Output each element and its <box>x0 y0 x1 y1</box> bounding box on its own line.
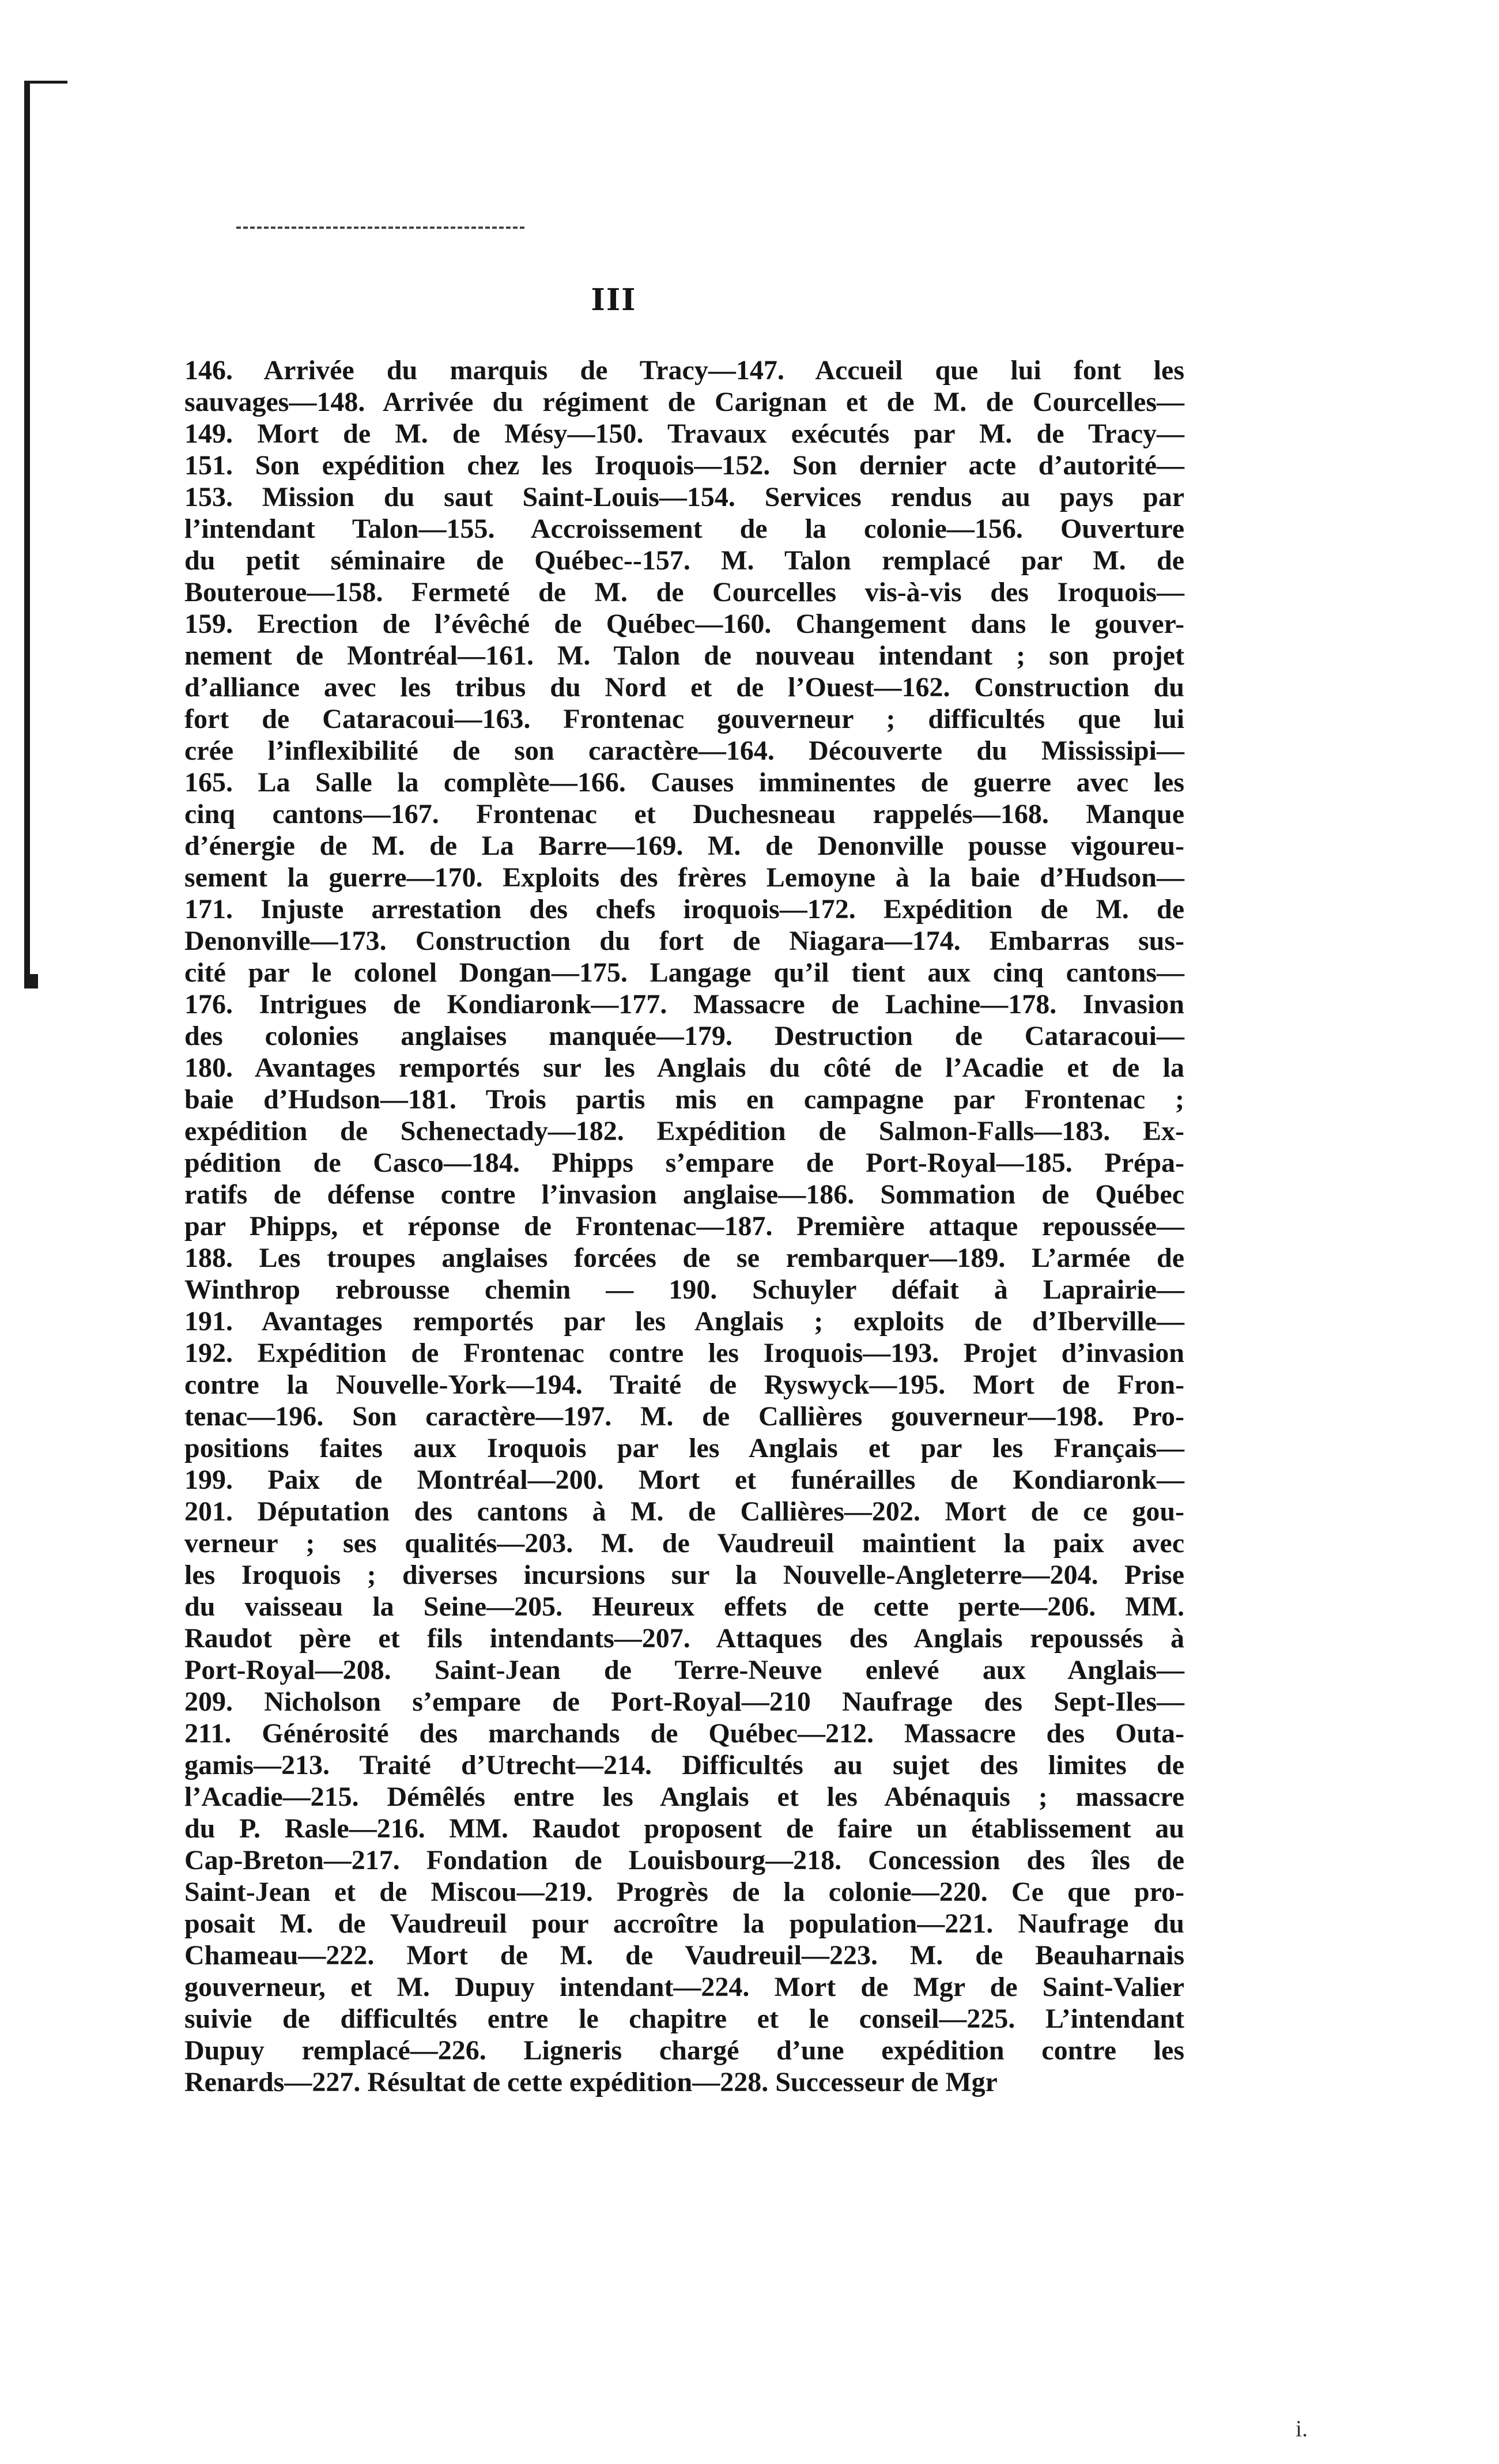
text-line: nement de Montréal—161. M. Talon de nouveau intendant ; son projet <box>184 640 1184 671</box>
text-line: Saint-Jean et de Miscou—219. Progrès de la colonie—220. Ce que pro- <box>184 1877 1184 1907</box>
text-line: baie d’Hudson—181. Trois partis mis en campagne par Frontenac ; <box>184 1084 1184 1115</box>
text-line: ratifs de défense contre l’invasion anglaise—186. Sommation de Québec <box>184 1179 1184 1210</box>
page-body <box>184 354 1184 2441</box>
text-line: suivie de difficultés entre le chapitre et le conseil—225. L’intendant <box>184 2003 1184 2034</box>
text-line: 201. Députation des cantons à M. de Callières—202. Mort de ce gou- <box>184 1496 1184 1527</box>
text-line: sement la guerre—170. Exploits des frères Lemoyne à la baie d’Hudson— <box>184 862 1184 893</box>
text-line: verneur ; ses qualités—203. M. de Vaudreuil maintient la paix avec <box>184 1528 1184 1559</box>
text-line: 188. Les troupes anglaises forcées de se rembarquer—189. L’armée de <box>184 1243 1184 1273</box>
text-line: 191. Avantages remportés par les Anglais ; exploits de d’Iberville— <box>184 1306 1184 1337</box>
text-line: 165. La Salle la complète—166. Causes imminentes de guerre avec les <box>184 767 1184 798</box>
text-line: 180. Avantages remportés sur les Anglais du côté de l’Acadie et de la <box>184 1052 1184 1083</box>
page-number: III <box>591 282 637 318</box>
text-line: 171. Injuste arrestation des chefs iroquois—172. Expédition de M. de <box>184 894 1184 925</box>
corner-mark: i. <box>1296 2416 1308 2442</box>
text-line: Port-Royal—208. Saint-Jean de Terre-Neuve enlevé aux Anglais— <box>184 1655 1184 1685</box>
text-line: cité par le colonel Dongan—175. Langage qu’il tient aux cinq cantons— <box>184 957 1184 988</box>
text-line: positions faites aux Iroquois par les Anglais et par les Français— <box>184 1433 1184 1463</box>
text-line: l’intendant Talon—155. Accroissement de la colonie—156. Ouverture <box>184 514 1184 544</box>
text-line: du P. Rasle—216. MM. Raudot proposent de faire un établissement au <box>184 1813 1184 1844</box>
left-margin-rule-end <box>24 974 38 988</box>
text-line: du vaisseau la Seine—205. Heureux effets de cette perte—206. MM. <box>184 1591 1184 1622</box>
text-line: d’alliance avec les tribus du Nord et de l’Ouest—162. Construction du <box>184 672 1184 703</box>
text-line: Winthrop rebrousse chemin — 190. Schuyler défait à Laprairie— <box>184 1274 1184 1305</box>
text-line: Denonville—173. Construction du fort de Niagara—174. Embarras sus- <box>184 926 1184 956</box>
text-line: d’énergie de M. de La Barre—169. M. de Denonville pousse vigoureu- <box>184 831 1184 861</box>
text-line: Bouteroue—158. Fermeté de M. de Courcelles vis-à-vis des Iroquois— <box>184 577 1184 607</box>
text-line: 176. Intrigues de Kondiaronk—177. Massacre de Lachine—178. Invasion <box>184 989 1184 1020</box>
text-line: expédition de Schenectady—182. Expédition de Salmon-Falls—183. Ex- <box>184 1116 1184 1146</box>
text-line: cinq cantons—167. Frontenac et Duchesneau rappelés—168. Manque <box>184 799 1184 829</box>
left-margin-rule-cap <box>24 81 67 84</box>
text-line: les Iroquois ; diverses incursions sur la Nouvelle-Angleterre—204. Prise <box>184 1560 1184 1590</box>
text-line: 159. Erection de l’évêché de Québec—160. Changement dans le gouver- <box>184 609 1184 639</box>
text-line: 146. Arrivée du marquis de Tracy—147. Accueil que lui font les <box>184 355 1184 386</box>
left-margin-rule <box>24 81 30 974</box>
text-line: par Phipps, et réponse de Frontenac—187. Première attaque repoussée— <box>184 1211 1184 1242</box>
text-line: tenac—196. Son caractère—197. M. de Callières gouverneur—198. Pro- <box>184 1401 1184 1432</box>
text-line: Raudot père et fils intendants—207. Attaques des Anglais repoussés à <box>184 1623 1184 1654</box>
text-line: crée l’inflexibilité de son caractère—164. Découverte du Mississipi— <box>184 735 1184 766</box>
text-line: l’Acadie—215. Démêlés entre les Anglais et les Abénaquis ; massacre <box>184 1782 1184 1812</box>
text-line: sauvages—148. Arrivée du régiment de Carignan et de M. de Courcelles— <box>184 387 1184 417</box>
text-line: 151. Son expédition chez les Iroquois—152. Son dernier acte d’autorité— <box>184 450 1184 481</box>
text-line: pédition de Casco—184. Phipps s’empare de Port-Royal—185. Prépa- <box>184 1148 1184 1178</box>
text-line: posait M. de Vaudreuil pour accroître la population—221. Naufrage du <box>184 1908 1184 1939</box>
text-line: 192. Expédition de Frontenac contre les Iroquois—193. Projet d’invasion <box>184 1338 1184 1368</box>
text-line: 199. Paix de Montréal—200. Mort et funérailles de Kondiaronk— <box>184 1465 1184 1495</box>
header-dash-rule <box>236 227 524 229</box>
text-line: fort de Cataracoui—163. Frontenac gouverneur ; difficultés que lui <box>184 704 1184 734</box>
text-line: Renards—227. Résultat de cette expédition—228. Successeur de Mgr <box>184 2067 998 2097</box>
text-line: gamis—213. Traité d’Utrecht—214. Difficultés au sujet des limites de <box>184 1750 1184 1780</box>
text-line: Cap-Breton—217. Fondation de Louisbourg—218. Concession des îles de <box>184 1845 1184 1876</box>
text-line: 153. Mission du saut Saint-Louis—154. Services rendus au pays par <box>184 482 1184 512</box>
text-line: Chameau—222. Mort de M. de Vaudreuil—223. M. de Beauharnais <box>184 1940 1184 1971</box>
text-line: contre la Nouvelle-York—194. Traité de Ryswyck—195. Mort de Fron- <box>184 1369 1184 1400</box>
text-line: des colonies anglaises manquée—179. Destruction de Cataracoui— <box>184 1021 1184 1051</box>
text-line: 209. Nicholson s’empare de Port-Royal—210 Naufrage des Sept-Iles— <box>184 1686 1184 1717</box>
text-line: 149. Mort de M. de Mésy—150. Travaux exécutés par M. de Tracy— <box>184 418 1184 449</box>
text-line: Dupuy remplacé—226. Ligneris chargé d’une expédition contre les <box>184 2035 1184 2066</box>
text-line: gouverneur, et M. Dupuy intendant—224. Mort de Mgr de Saint-Valier <box>184 1972 1184 2002</box>
text-line: 211. Générosité des marchands de Québec—212. Massacre des Outa- <box>184 1718 1184 1749</box>
text-line: du petit séminaire de Québec--157. M. Talon remplacé par M. de <box>184 545 1184 576</box>
